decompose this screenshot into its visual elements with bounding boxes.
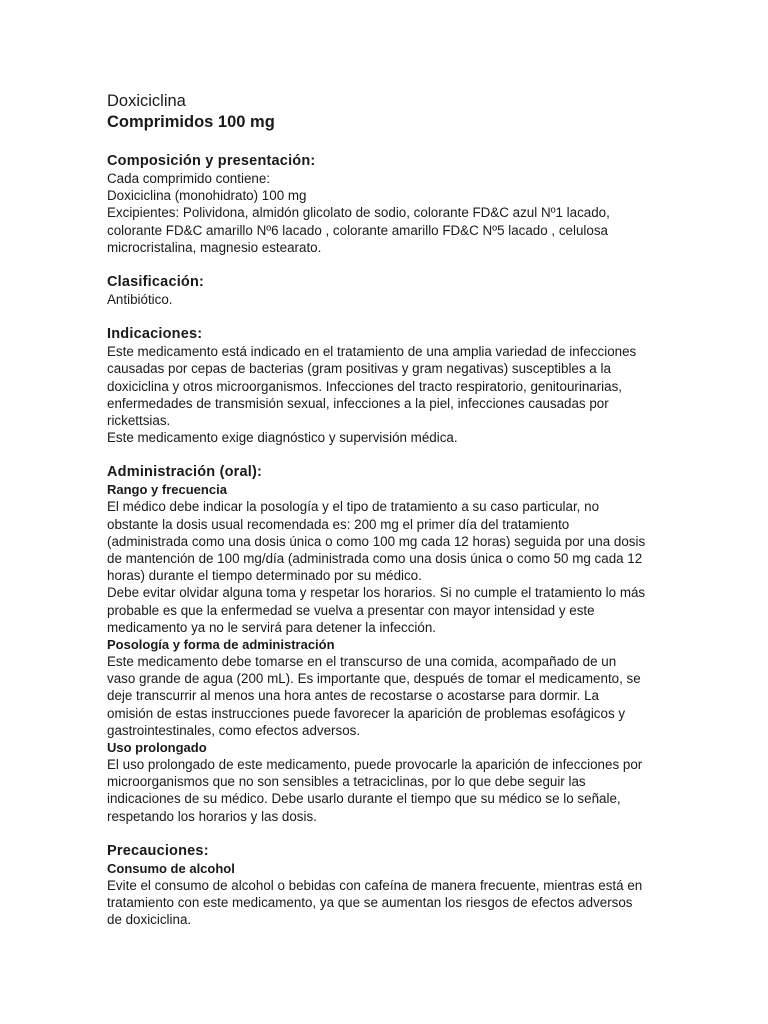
text-line: Evite el consumo de alcohol o bebidas con cafeína de manera frecuente, mientras está en — [107, 877, 643, 893]
text-line: causadas por cepas de bacterias (gram positivas y gram negativas) susceptibles a la — [107, 361, 611, 377]
text-line: Antibiótico. — [107, 292, 173, 308]
section-heading-precauciones: Precauciones: — [107, 842, 209, 859]
text-line: Doxiciclina (monohidrato) 100 mg — [107, 188, 307, 204]
text-line: doxiciclina y otros microorganismos. Infecciones del tracto respiratorio, genitourinarias, — [107, 378, 623, 394]
section-indicaciones — [107, 325, 667, 446]
text-line: El uso prolongado de este medicamento, puede provocarle la aparición de infecciones por — [107, 757, 643, 773]
text-line: omisión de estas instrucciones puede favorecer la aparición de problemas esofágicos y — [107, 705, 626, 721]
section-precauciones — [107, 842, 667, 929]
text-line: colorante FD&C amarillo Nº6 lacado , colorante amarillo FD&C Nº5 lacado , celulosa — [107, 222, 608, 238]
text-line: tratamiento con este medicamento, ya que se aumentan los riesgos de efectos adversos — [107, 895, 633, 911]
text-line: de doxiciclina. — [107, 912, 192, 928]
paragraph-indicaciones — [107, 343, 667, 446]
text-line: obstante la dosis usual recomendada es: 200 mg el primer día del tratamiento — [107, 516, 570, 532]
text-line: Debe evitar olvidar alguna toma y respetar los horarios. Si no cumple el tratamiento lo más — [107, 585, 646, 601]
subheading-consumo-alcohol: Consumo de alcohol — [107, 860, 235, 876]
text-line: Este medicamento debe tomarse en el transcurso de una comida, acompañado de un — [107, 654, 617, 670]
text-line: deje transcurrir al menos una hora antes de recostarse o acostarse para dormir. La — [107, 688, 599, 704]
text-line: gastrointestinales, como efectos adversos. — [107, 722, 361, 738]
paragraph-posologia — [107, 653, 667, 739]
section-administracion — [107, 463, 667, 824]
section-heading-indicaciones: Indicaciones: — [107, 326, 203, 343]
text-line: de mantención de 100 mg/día (administrada como una dosis única o como 50 mg cada 12 — [107, 551, 643, 567]
section-clasificacion — [107, 273, 667, 308]
text-line: Cada comprimido contiene: — [107, 171, 271, 186]
text-line: El médico debe indicar la posología y el tipo de tratamiento a su caso particular, no — [107, 499, 600, 515]
paragraph-rango-frecuencia — [107, 498, 667, 636]
text-line: vaso grande de agua (200 mL). Es importante que, después de tomar el medicamento, se — [107, 671, 641, 687]
subheading-uso-prolongado: Uso prolongado — [107, 740, 207, 756]
document-title: Doxiciclina — [107, 92, 186, 110]
text-line: microcristalina, magnesio estearato. — [107, 239, 322, 255]
text-line: enfermedades de transmisión sexual, infecciones a la piel, infecciones causadas por — [107, 395, 609, 411]
text-line: (administrada como una dosis única o como 100 mg cada 12 horas) seguida por una dosis — [107, 533, 646, 549]
text-line: medicamento ya no le servirá para detener la infección. — [107, 619, 436, 635]
text-line: respetando los horarios y las dosis. — [107, 808, 317, 824]
text-line: probable es que la enfermedad se vuelva a presentar con mayor intensidad y este — [107, 602, 595, 618]
section-heading-clasificacion: Clasificación: — [107, 274, 205, 291]
text-line: Excipientes: Polividona, almidón glicolato de sodio, colorante FD&C azul Nº1 lacado, — [107, 205, 610, 221]
text-line: indicaciones de su médico. Debe usarlo durante el tiempo que su médico se lo señale, — [107, 791, 621, 807]
paragraph-composicion — [107, 170, 667, 256]
section-composicion — [107, 152, 667, 256]
text-line: Este medicamento exige diagnóstico y supervisión médica. — [107, 430, 458, 446]
subheading-posologia: Posología y forma de administración — [107, 637, 335, 653]
paragraph-clasificacion — [107, 291, 667, 308]
document-page — [107, 91, 667, 929]
section-heading-administracion: Administración (oral): — [107, 464, 263, 481]
paragraph-consumo-alcohol — [107, 877, 667, 929]
text-line: Este medicamento está indicado en el tratamiento de una amplia variedad de infecciones — [107, 344, 637, 360]
text-line: horas) durante el tiempo determinado por su médico. — [107, 568, 422, 584]
paragraph-uso-prolongado — [107, 756, 667, 825]
text-line: rickettsias. — [107, 413, 171, 429]
subheading-rango-frecuencia: Rango y frecuencia — [107, 482, 227, 498]
document-subtitle: Comprimidos 100 mg — [107, 113, 275, 131]
text-line: microorganismos que no son sensibles a tetraciclinas, por lo que debe seguir las — [107, 774, 586, 790]
section-heading-composicion: Composición y presentación: — [107, 153, 316, 169]
